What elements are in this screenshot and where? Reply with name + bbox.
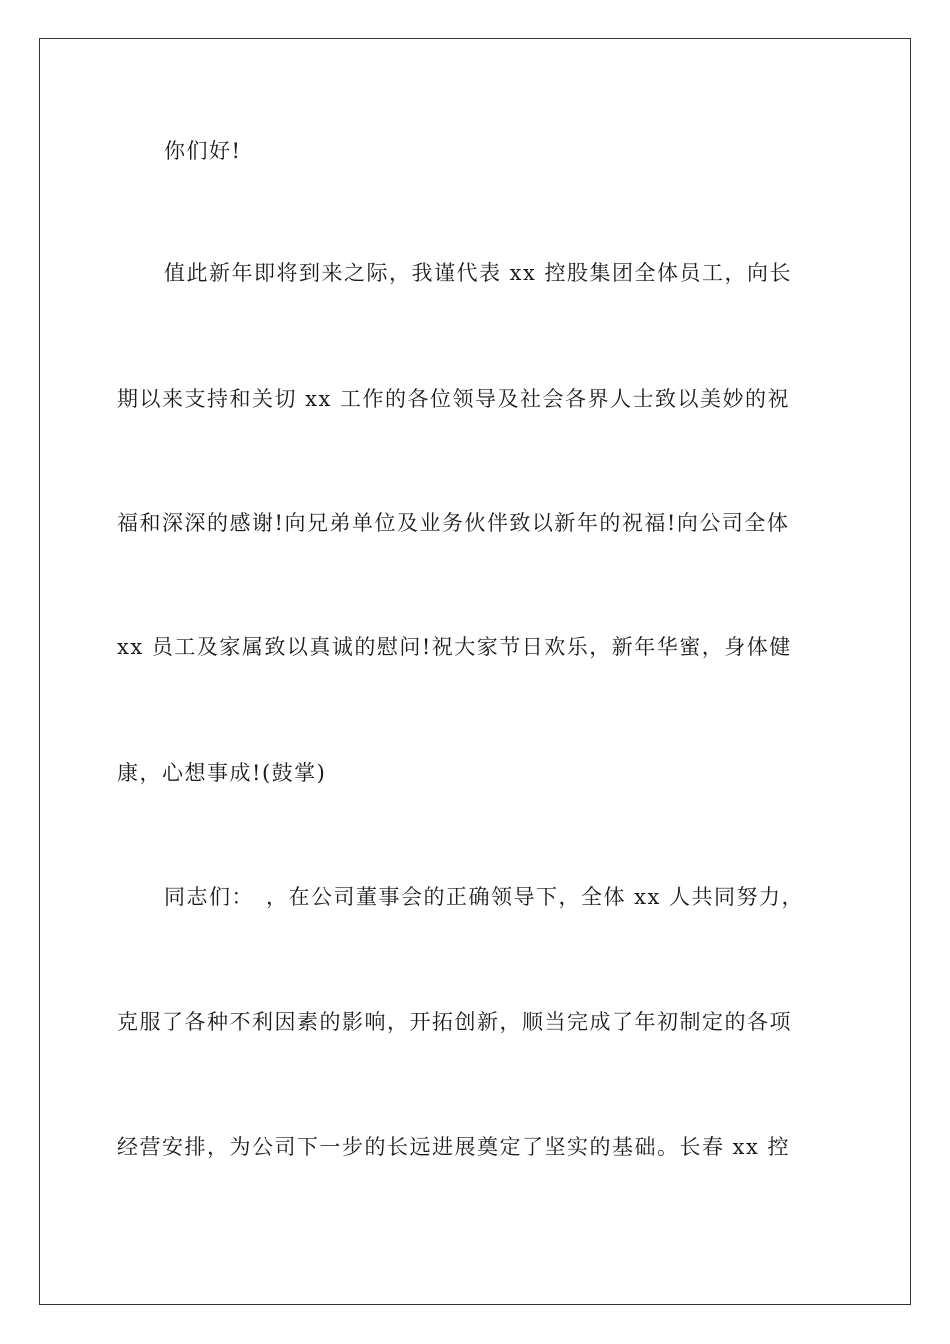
paragraph-1-line-2: 期以来支持和关切 xx 工作的各位领导及社会各界人士致以美妙的祝 — [117, 387, 791, 411]
paragraph-1-line-3: 福和深深的感谢!向兄弟单位及业务伙伴致以新年的祝福!向公司全体 — [117, 511, 790, 535]
paragraph-1-line-5: 康，心想事成!(鼓掌) — [117, 761, 327, 785]
paragraph-2-line-3: 经营安排，为公司下一步的长远进展奠定了坚实的基础。长春 xx 控 — [117, 1135, 791, 1159]
paragraph-2-line-2: 克服了各种不利因素的影响，开拓创新，顺当完成了年初制定的各项 — [117, 1010, 792, 1034]
paragraph-2-line-1: 同志们： ，在公司董事会的正确领导下，全体 xx 人共同努力， — [164, 885, 805, 909]
greeting-line: 你们好! — [164, 139, 242, 163]
paragraph-1-line-4: xx 员工及家属致以真诚的慰问!祝大家节日欢乐，新年华蜜，身体健 — [117, 635, 792, 659]
paragraph-1-line-1: 值此新年即将到来之际，我谨代表 xx 控股集团全体员工，向长 — [164, 261, 793, 285]
page-border — [39, 38, 911, 1305]
